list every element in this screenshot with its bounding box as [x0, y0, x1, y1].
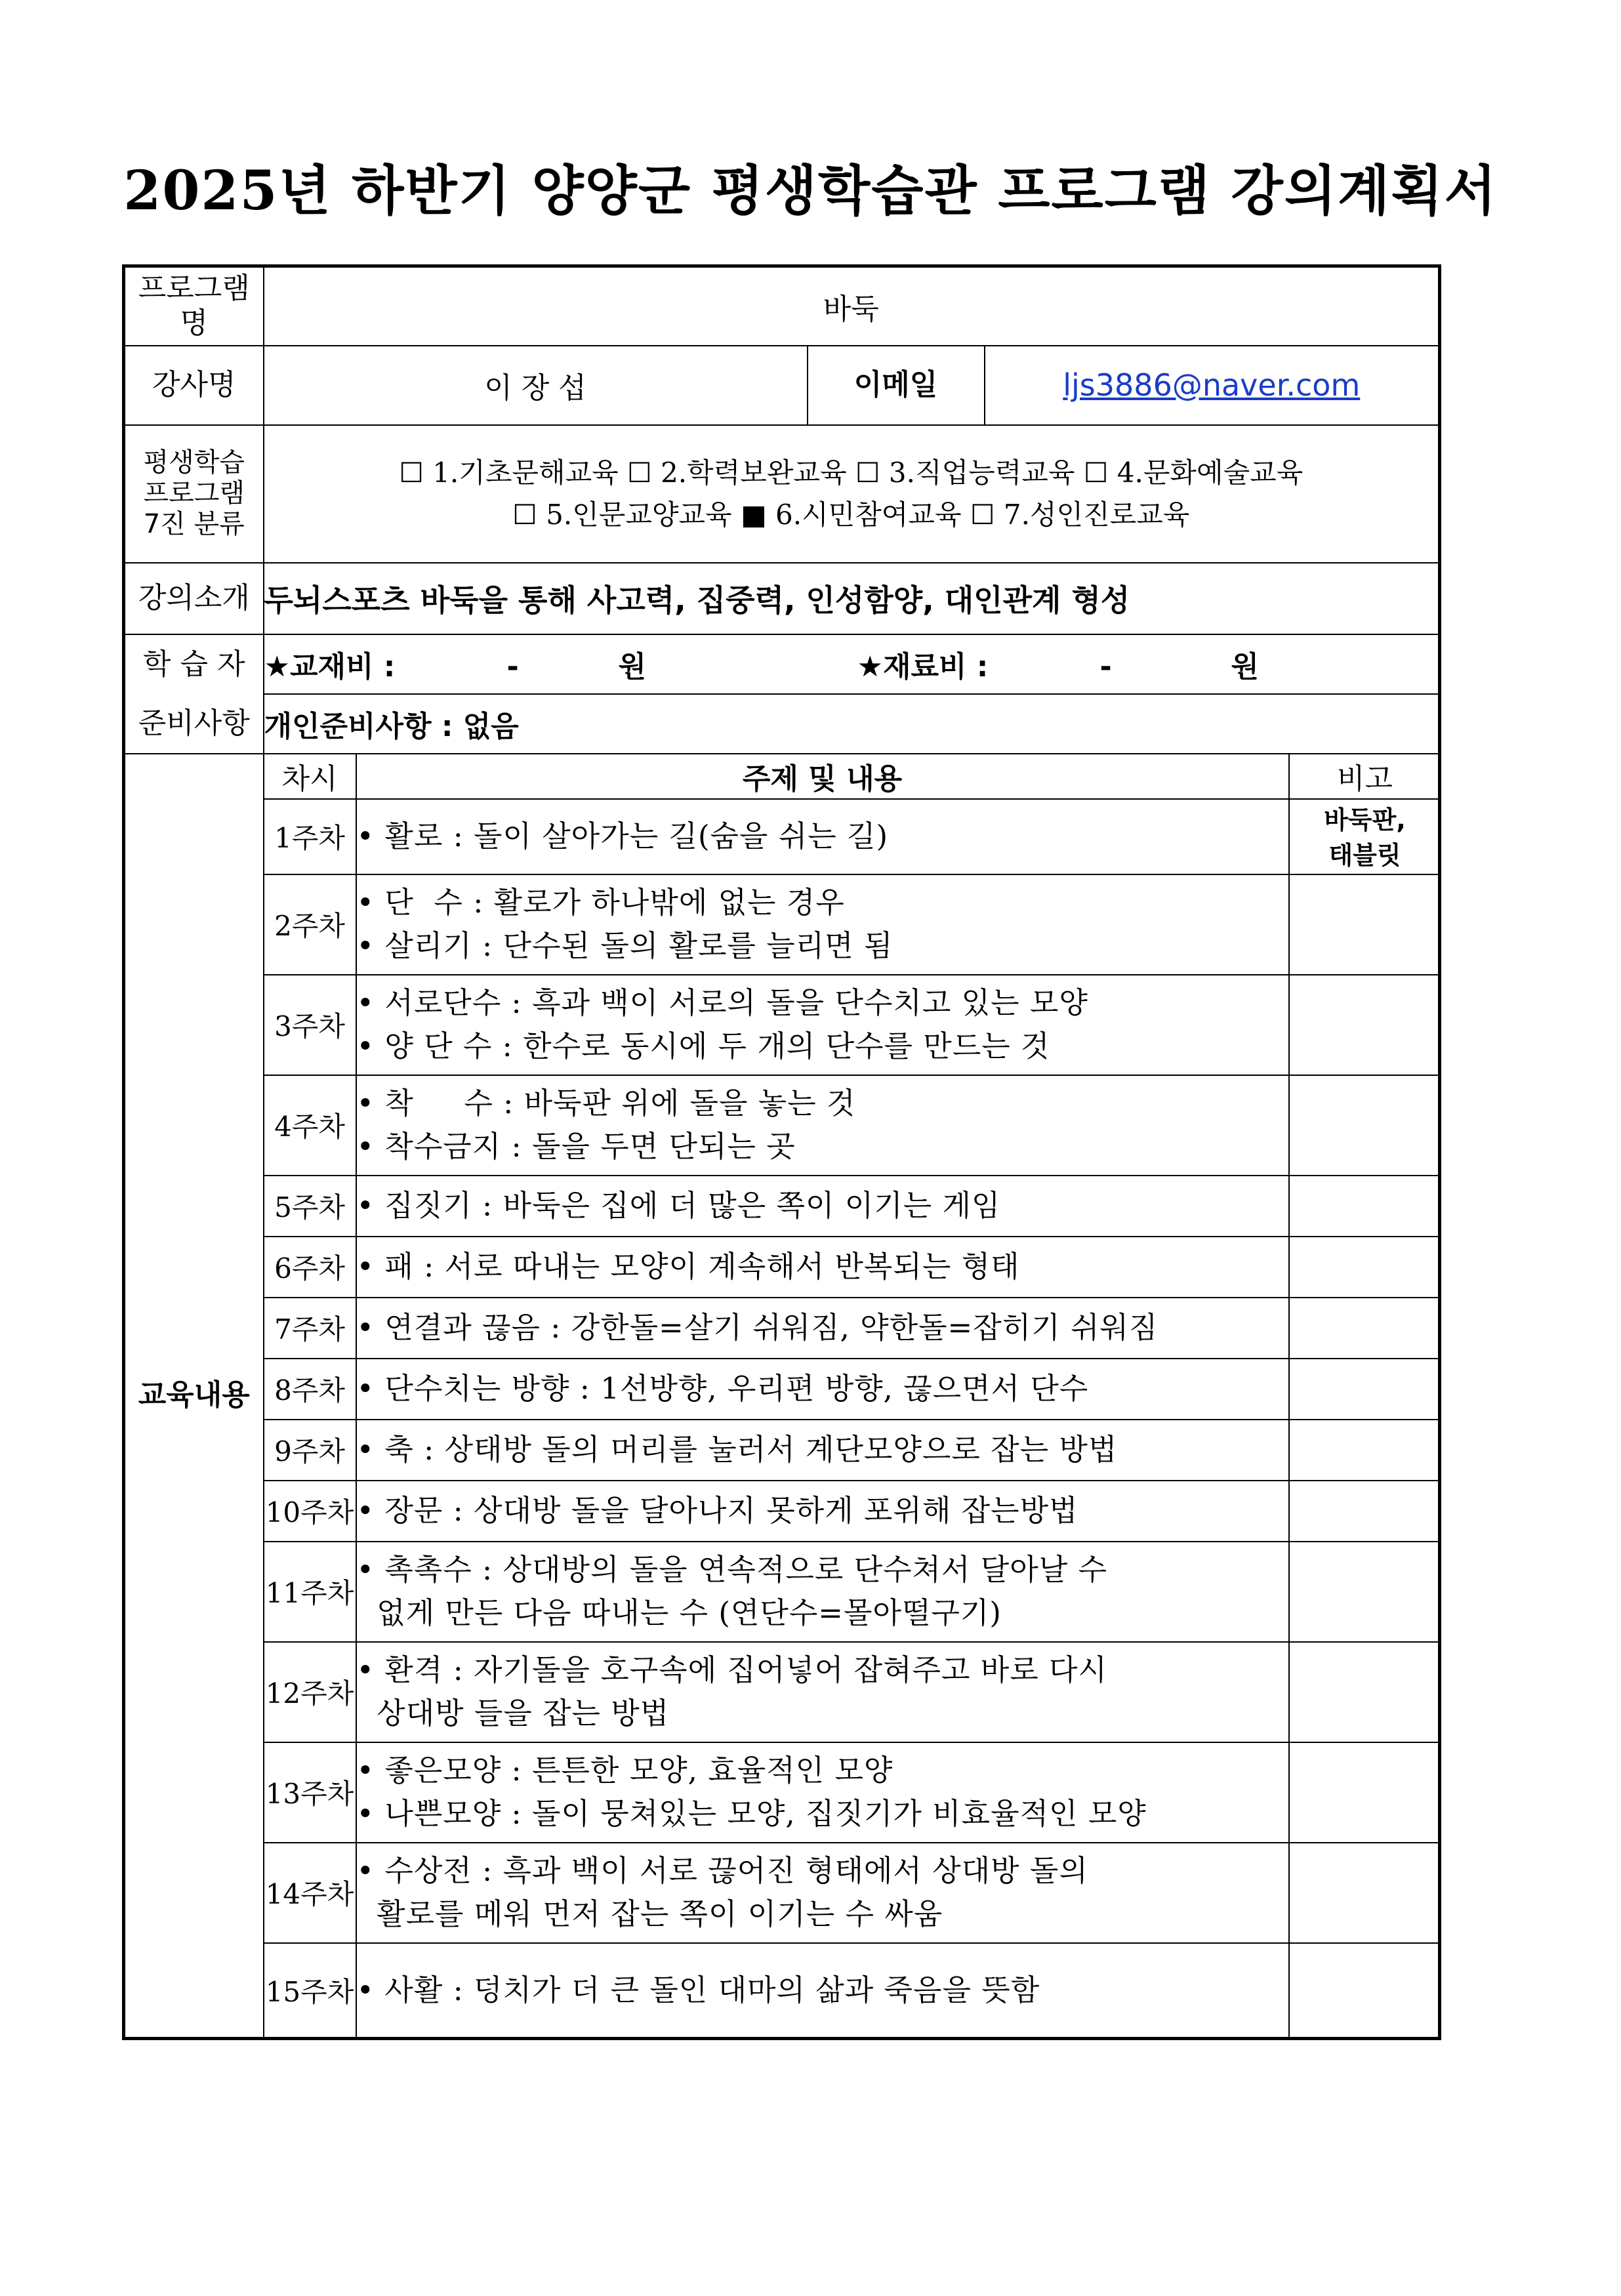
email-label: 이메일 — [808, 346, 985, 425]
content-line: 상대방 들을 잡는 방법 — [356, 1696, 670, 1731]
week-label: 2주차 — [264, 874, 356, 975]
program-value: 바둑 — [264, 266, 1440, 346]
email-link[interactable]: ljs3886@naver.com — [1063, 367, 1361, 403]
week-label: 11주차 — [264, 1542, 356, 1642]
curriculum-row-13 — [264, 1742, 1441, 1843]
week-content — [356, 975, 1289, 1075]
content-line: • 양 단 수 : 한수로 동시에 두 개의 단수를 만드는 것 — [356, 1029, 1050, 1063]
week-note — [1289, 1843, 1441, 1943]
content-line: • 수상전 : 흑과 백이 서로 끊어진 형태에서 상대방 돌의 — [356, 1853, 1088, 1888]
week-content — [356, 874, 1289, 975]
category-label-line-2: 프로그램 — [143, 478, 245, 508]
curriculum-row-2 — [264, 874, 1441, 975]
instructor-value: 이 장 섭 — [264, 346, 808, 425]
week-note — [1289, 1075, 1441, 1176]
header-note: 비고 — [1289, 754, 1441, 799]
curriculum-row-12 — [264, 1642, 1441, 1742]
instructor-label: 강사명 — [124, 346, 264, 425]
content-line: • 착수금지 : 돌을 두면 단되는 곳 — [356, 1129, 796, 1164]
intro-row — [124, 563, 1440, 634]
week-content — [356, 1481, 1289, 1542]
curriculum-row-9 — [264, 1420, 1441, 1481]
header-session: 차시 — [264, 754, 356, 799]
content-line: • 집짓기 : 바둑은 집에 더 많은 쪽이 이기는 게임 — [356, 1188, 1001, 1223]
prep-label-line-1: 학 습 자 — [143, 647, 245, 681]
week-content — [356, 1075, 1289, 1176]
content-line: • 장문 : 상대방 돌을 달아나지 못하게 포위해 잡는방법 — [356, 1493, 1078, 1528]
header-topic: 주제 및 내용 — [356, 754, 1289, 799]
content-line: • 나쁜모양 : 돌이 뭉쳐있는 모양, 집짓기가 비효율적인 모양 — [356, 1796, 1147, 1831]
note-line: 태블릿 — [1328, 840, 1401, 870]
category-label-line-3: 7진 분류 — [143, 509, 245, 540]
week-label: 12주차 — [264, 1642, 356, 1742]
week-label: 13주차 — [264, 1742, 356, 1843]
category-label — [124, 425, 264, 563]
week-label: 6주차 — [264, 1237, 356, 1298]
prep-costs — [264, 634, 1440, 694]
content-line: • 패 : 서로 따내는 모양이 계속해서 반복되는 형태 — [356, 1249, 1020, 1284]
category-label-line-1: 평생학습 — [143, 447, 245, 478]
content-line: • 서로단수 : 흑과 백이 서로의 돌을 단수치고 있는 모양 — [356, 985, 1088, 1020]
week-label: 1주차 — [264, 799, 356, 874]
material-label: ★재료비 : — [857, 650, 989, 684]
week-note — [1289, 1237, 1441, 1298]
content-line: • 착 수 : 바둑판 위에 돌을 놓는 것 — [356, 1086, 856, 1120]
category-options — [264, 425, 1440, 563]
week-content — [356, 1843, 1289, 1943]
week-label: 4주차 — [264, 1075, 356, 1176]
category-row — [124, 425, 1440, 563]
prep-row-personal — [124, 694, 1440, 754]
week-content — [356, 1943, 1289, 2037]
week-note — [1289, 1642, 1441, 1742]
week-label: 10주차 — [264, 1481, 356, 1542]
week-note — [1289, 1742, 1441, 1843]
week-label: 3주차 — [264, 975, 356, 1075]
week-content — [356, 1742, 1289, 1843]
document-title: 2025년 하반기 양양군 평생학습관 프로그램 강의계획서 — [123, 159, 1498, 222]
week-label: 5주차 — [264, 1176, 356, 1237]
content-line: • 축 : 상태방 돌의 머리를 눌러서 계단모양으로 잡는 방법 — [356, 1432, 1118, 1467]
curriculum-row-7 — [264, 1298, 1441, 1359]
content-line: • 사활 : 덩치가 더 큰 돌인 대마의 삶과 죽음을 뜻함 — [356, 1972, 1040, 2007]
curriculum-label: 교육내용 — [124, 754, 264, 2039]
content-line: • 환격 : 자기돌을 호구속에 집어넣어 잡혀주고 바로 다시 — [356, 1652, 1107, 1687]
week-note — [1289, 799, 1441, 874]
instructor-row — [124, 346, 1440, 425]
week-note — [1289, 1481, 1441, 1542]
week-note — [1289, 1359, 1441, 1420]
week-note — [1289, 1943, 1441, 2037]
note-line: 바둑판, — [1324, 805, 1406, 834]
email-cell — [985, 346, 1440, 425]
program-label: 프로그램명 — [124, 266, 264, 346]
curriculum-row-11 — [264, 1542, 1441, 1642]
curriculum-row-4 — [264, 1075, 1441, 1176]
curriculum-row-1 — [264, 799, 1441, 874]
textbook-value: - — [506, 650, 519, 684]
content-line: 활로를 메워 먼저 잡는 쪽이 이기는 수 싸움 — [356, 1896, 943, 1931]
curriculum-row-8 — [264, 1359, 1441, 1420]
week-content — [356, 799, 1289, 874]
week-label: 14주차 — [264, 1843, 356, 1943]
prep-row-costs — [124, 634, 1440, 694]
program-row — [124, 266, 1440, 346]
prep-label-line-2: 준비사항 — [138, 706, 250, 740]
week-content — [356, 1359, 1289, 1420]
curriculum-row-3 — [264, 975, 1441, 1075]
lecture-plan-table — [122, 264, 1441, 2040]
content-line: • 촉촉수 : 상대방의 돌을 연속적으로 단수쳐서 달아날 수 — [356, 1552, 1107, 1587]
prep-label — [124, 634, 264, 754]
week-label: 8주차 — [264, 1359, 356, 1420]
textbook-unit: 원 — [618, 650, 647, 684]
content-line: 없게 만든 다음 따내는 수 (연단수=몰아떨구기) — [356, 1595, 1002, 1630]
week-note — [1289, 1542, 1441, 1642]
curriculum-row-5 — [264, 1176, 1441, 1237]
week-content — [356, 1237, 1289, 1298]
curriculum-row — [124, 754, 1440, 2039]
category-options-line-1: ☐ 1.기초문해교육 ☐ 2.학력보완교육 ☐ 3.직업능력교육 ☐ 4.문화예술교육 — [399, 456, 1303, 489]
category-options-line-2: ☐ 5.인문교양교육 ■ 6.시민참여교육 ☐ 7.성인진로교육 — [512, 498, 1190, 531]
content-line: • 좋은모양 : 튼튼한 모양, 효율적인 모양 — [356, 1753, 893, 1788]
curriculum-header-row — [264, 754, 1441, 799]
curriculum-row-15 — [264, 1943, 1441, 2037]
week-label: 15주차 — [264, 1943, 356, 2037]
material-value: - — [1099, 650, 1112, 684]
content-line: • 살리기 : 단수된 돌의 활로를 늘리면 됨 — [356, 928, 893, 963]
week-note — [1289, 1420, 1441, 1481]
curriculum-row-14 — [264, 1843, 1441, 1943]
week-label: 9주차 — [264, 1420, 356, 1481]
week-note — [1289, 975, 1441, 1075]
material-unit: 원 — [1231, 650, 1260, 684]
content-line: • 단수치는 방향 : 1선방향, 우리편 방향, 끊으면서 단수 — [356, 1371, 1089, 1406]
week-note — [1289, 874, 1441, 975]
week-note — [1289, 1298, 1441, 1359]
curriculum-cell — [264, 754, 1440, 2039]
content-line: • 단 수 : 활로가 하나밖에 없는 경우 — [356, 885, 845, 920]
week-note — [1289, 1176, 1441, 1237]
prep-personal: 개인준비사항 : 없음 — [264, 694, 1440, 754]
intro-label: 강의소개 — [124, 563, 264, 634]
week-content — [356, 1298, 1289, 1359]
content-line: • 활로 : 돌이 살아가는 길(숨을 쉬는 길) — [356, 819, 889, 853]
week-content — [356, 1642, 1289, 1742]
curriculum-table — [264, 754, 1441, 2037]
week-content — [356, 1420, 1289, 1481]
textbook-label: ★교재비 : — [264, 650, 396, 684]
content-line: • 연결과 끊음 : 강한돌=살기 쉬워짐, 약한돌=잡히기 쉬워짐 — [356, 1310, 1159, 1345]
curriculum-row-10 — [264, 1481, 1441, 1542]
week-content — [356, 1176, 1289, 1237]
curriculum-row-6 — [264, 1237, 1441, 1298]
week-content — [356, 1542, 1289, 1642]
week-label: 7주차 — [264, 1298, 356, 1359]
intro-value: 두뇌스포츠 바둑을 통해 사고력, 집중력, 인성함양, 대인관계 형성 — [264, 563, 1440, 634]
